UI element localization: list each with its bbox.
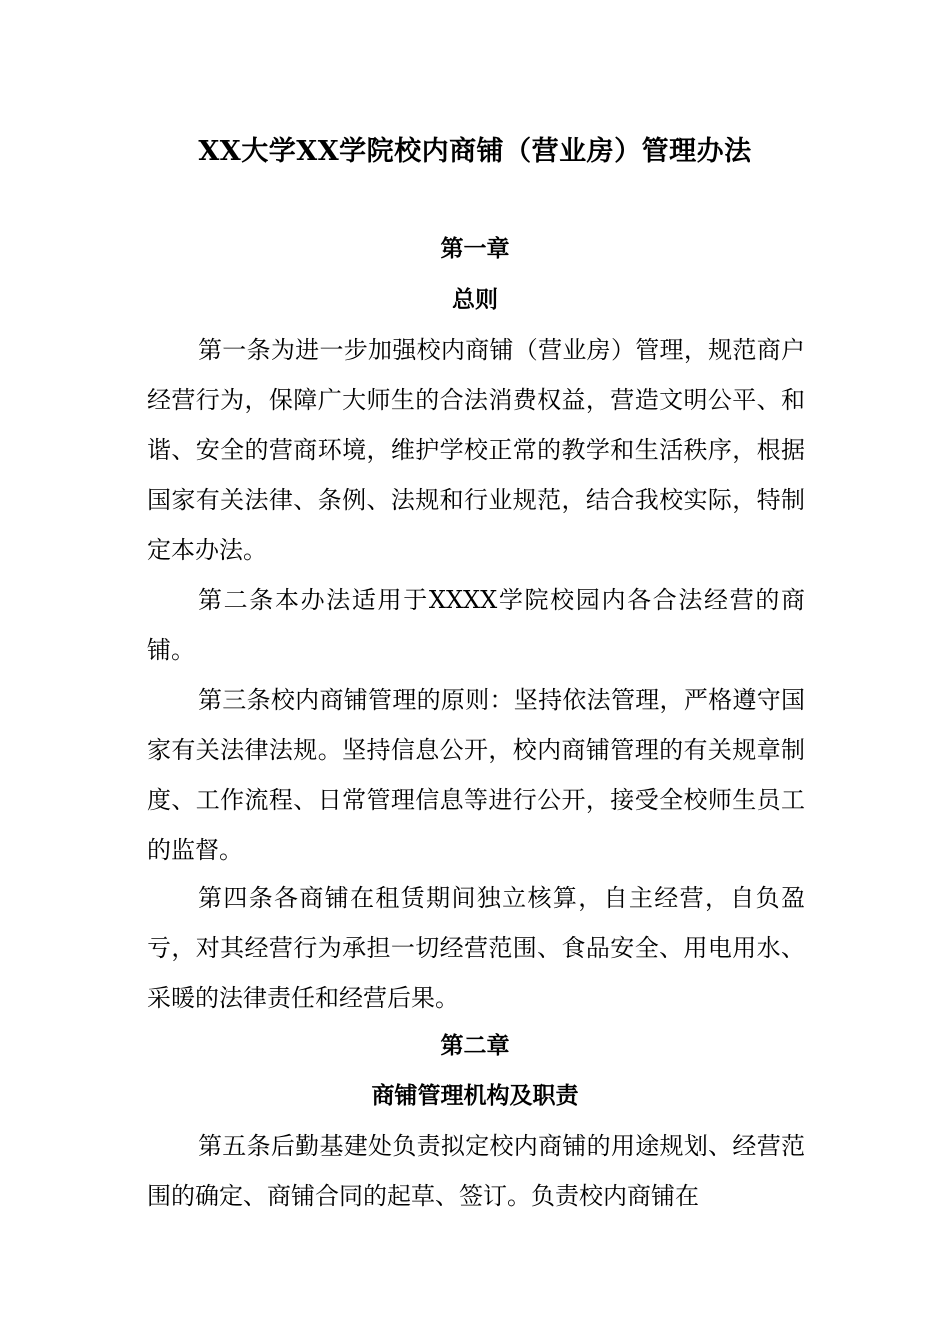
article-5: 第五条后勤基建处负责拟定校内商铺的用途规划、经营范围的确定、商铺合同的起草、签订。负责校内商铺在 <box>147 1132 805 1210</box>
chapter-2-number: 第二章 <box>440 1032 510 1059</box>
article-4: 第四条各商铺在租赁期间独立核算，自主经营，自负盈亏，对其经营行为承担一切经营范围、食品安全、用电用水、采暖的法律责任和经营后果。 <box>147 884 805 1012</box>
article-3: 第三条校内商铺管理的原则：坚持依法管理，严格遵守国家有关法律法规。坚持信息公开，校内商铺管理的有关规章制度、工作流程、日常管理信息等进行公开，接受全校师生员工的监督。 <box>147 686 805 864</box>
chapter-1-name: 总则 <box>452 286 498 313</box>
chapter-2-name: 商铺管理机构及职责 <box>371 1082 579 1109</box>
article-1: 第一条为进一步加强校内商铺（营业房）管理，规范商户经营行为，保障广大师生的合法消费权益，营造文明公平、和谐、安全的营商环境，维护学校正常的教学和生活秩序，根据国家有关法律、条例、法规和行业规范，结合我校实际，特制定本办法。 <box>147 336 805 564</box>
document-title: XX大学XX学院校内商铺（营业房）管理办法 <box>198 136 752 167</box>
article-2: 第二条本办法适用于XXXX学院校园内各合法经营的商铺。 <box>147 586 805 664</box>
chapter-1-number: 第一章 <box>440 235 510 262</box>
